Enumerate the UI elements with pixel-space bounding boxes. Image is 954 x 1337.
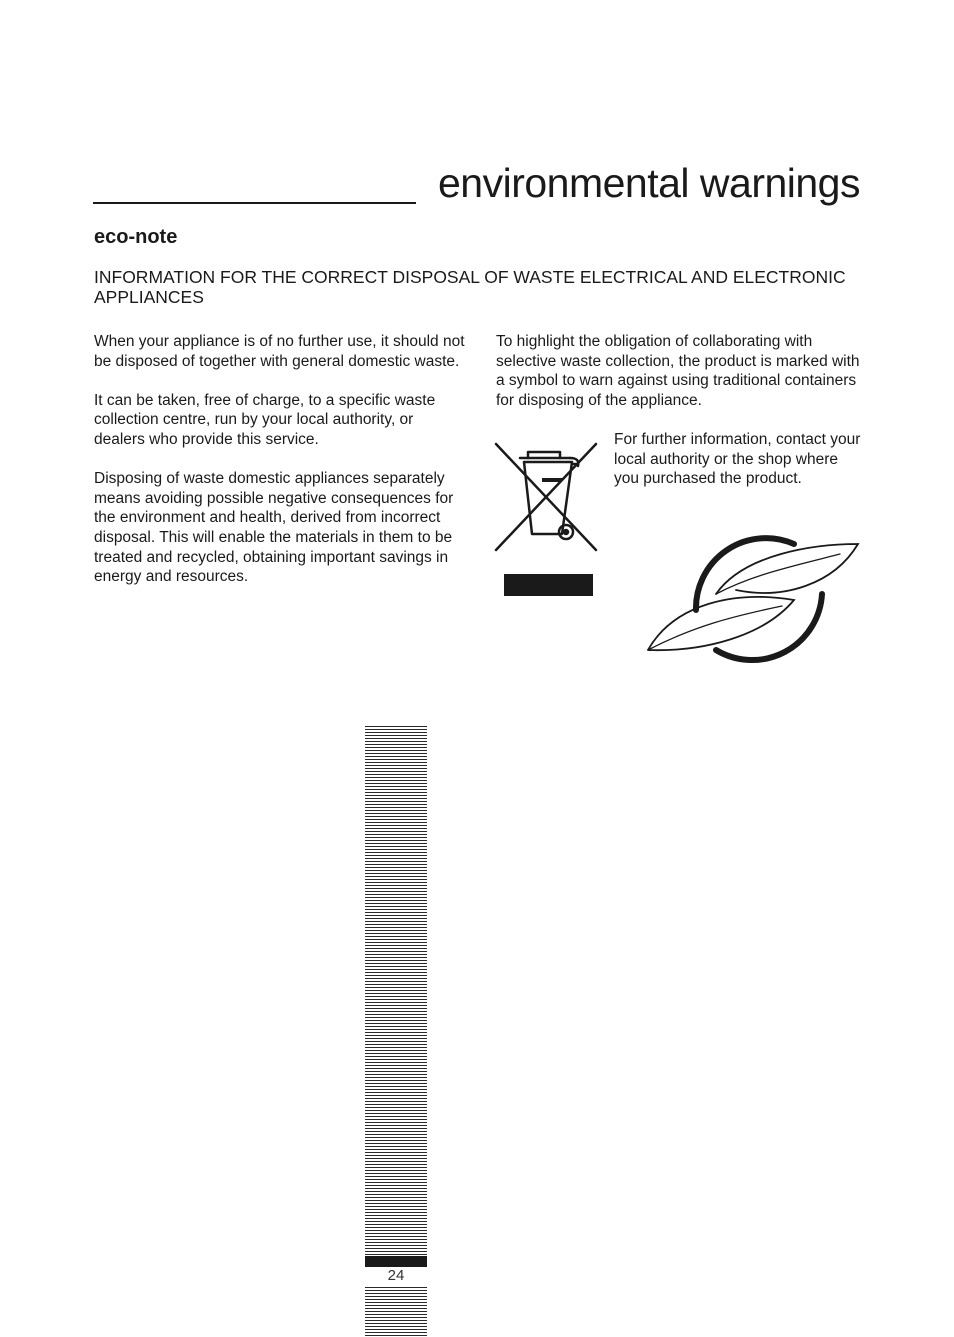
right-column — [496, 332, 866, 410]
paragraph-collection-centre: It can be taken, free of charge, to a specific waste collection centre, run by your local authority, or dealers who provide this service. — [94, 391, 436, 448]
section-title: eco-note — [94, 226, 178, 248]
left-column — [94, 332, 466, 587]
title-rule — [93, 202, 416, 204]
paragraph-further-info: For further information, contact your local authority or the shop where you purchased the product. — [614, 431, 861, 488]
paragraph-symbol: To highlight the obligation of collaborating with selective waste collection, the product is marked with a symbol to warn against using traditional containers for disposing of the appliance. — [496, 333, 860, 409]
page-number: 24 — [387, 1267, 405, 1284]
subheading: INFORMATION FOR THE CORRECT DISPOSAL OF WASTE ELECTRICAL AND ELECTRONIC APPLIANCES — [94, 267, 846, 307]
paragraph-benefits: Disposing of waste domestic appliances separately means avoiding possible negative consequences for the environment and health, derived from incorrect disposal. This will enable the materials in them to be treated and recycled, obtaining important savings in energy and resources. — [94, 470, 454, 586]
decorative-stripe-bar — [365, 726, 427, 1256]
paragraph-disposal: When your appliance is of no further use, it should not be disposed of together with general domestic waste. — [94, 333, 465, 370]
page-title: environmental warnings — [437, 160, 860, 206]
eco-leaf-logo-icon — [644, 524, 864, 672]
page-tab — [365, 1256, 427, 1267]
decorative-stripe-bar-bottom — [365, 1287, 427, 1337]
crossed-out-wheelie-bin-icon — [492, 438, 600, 598]
